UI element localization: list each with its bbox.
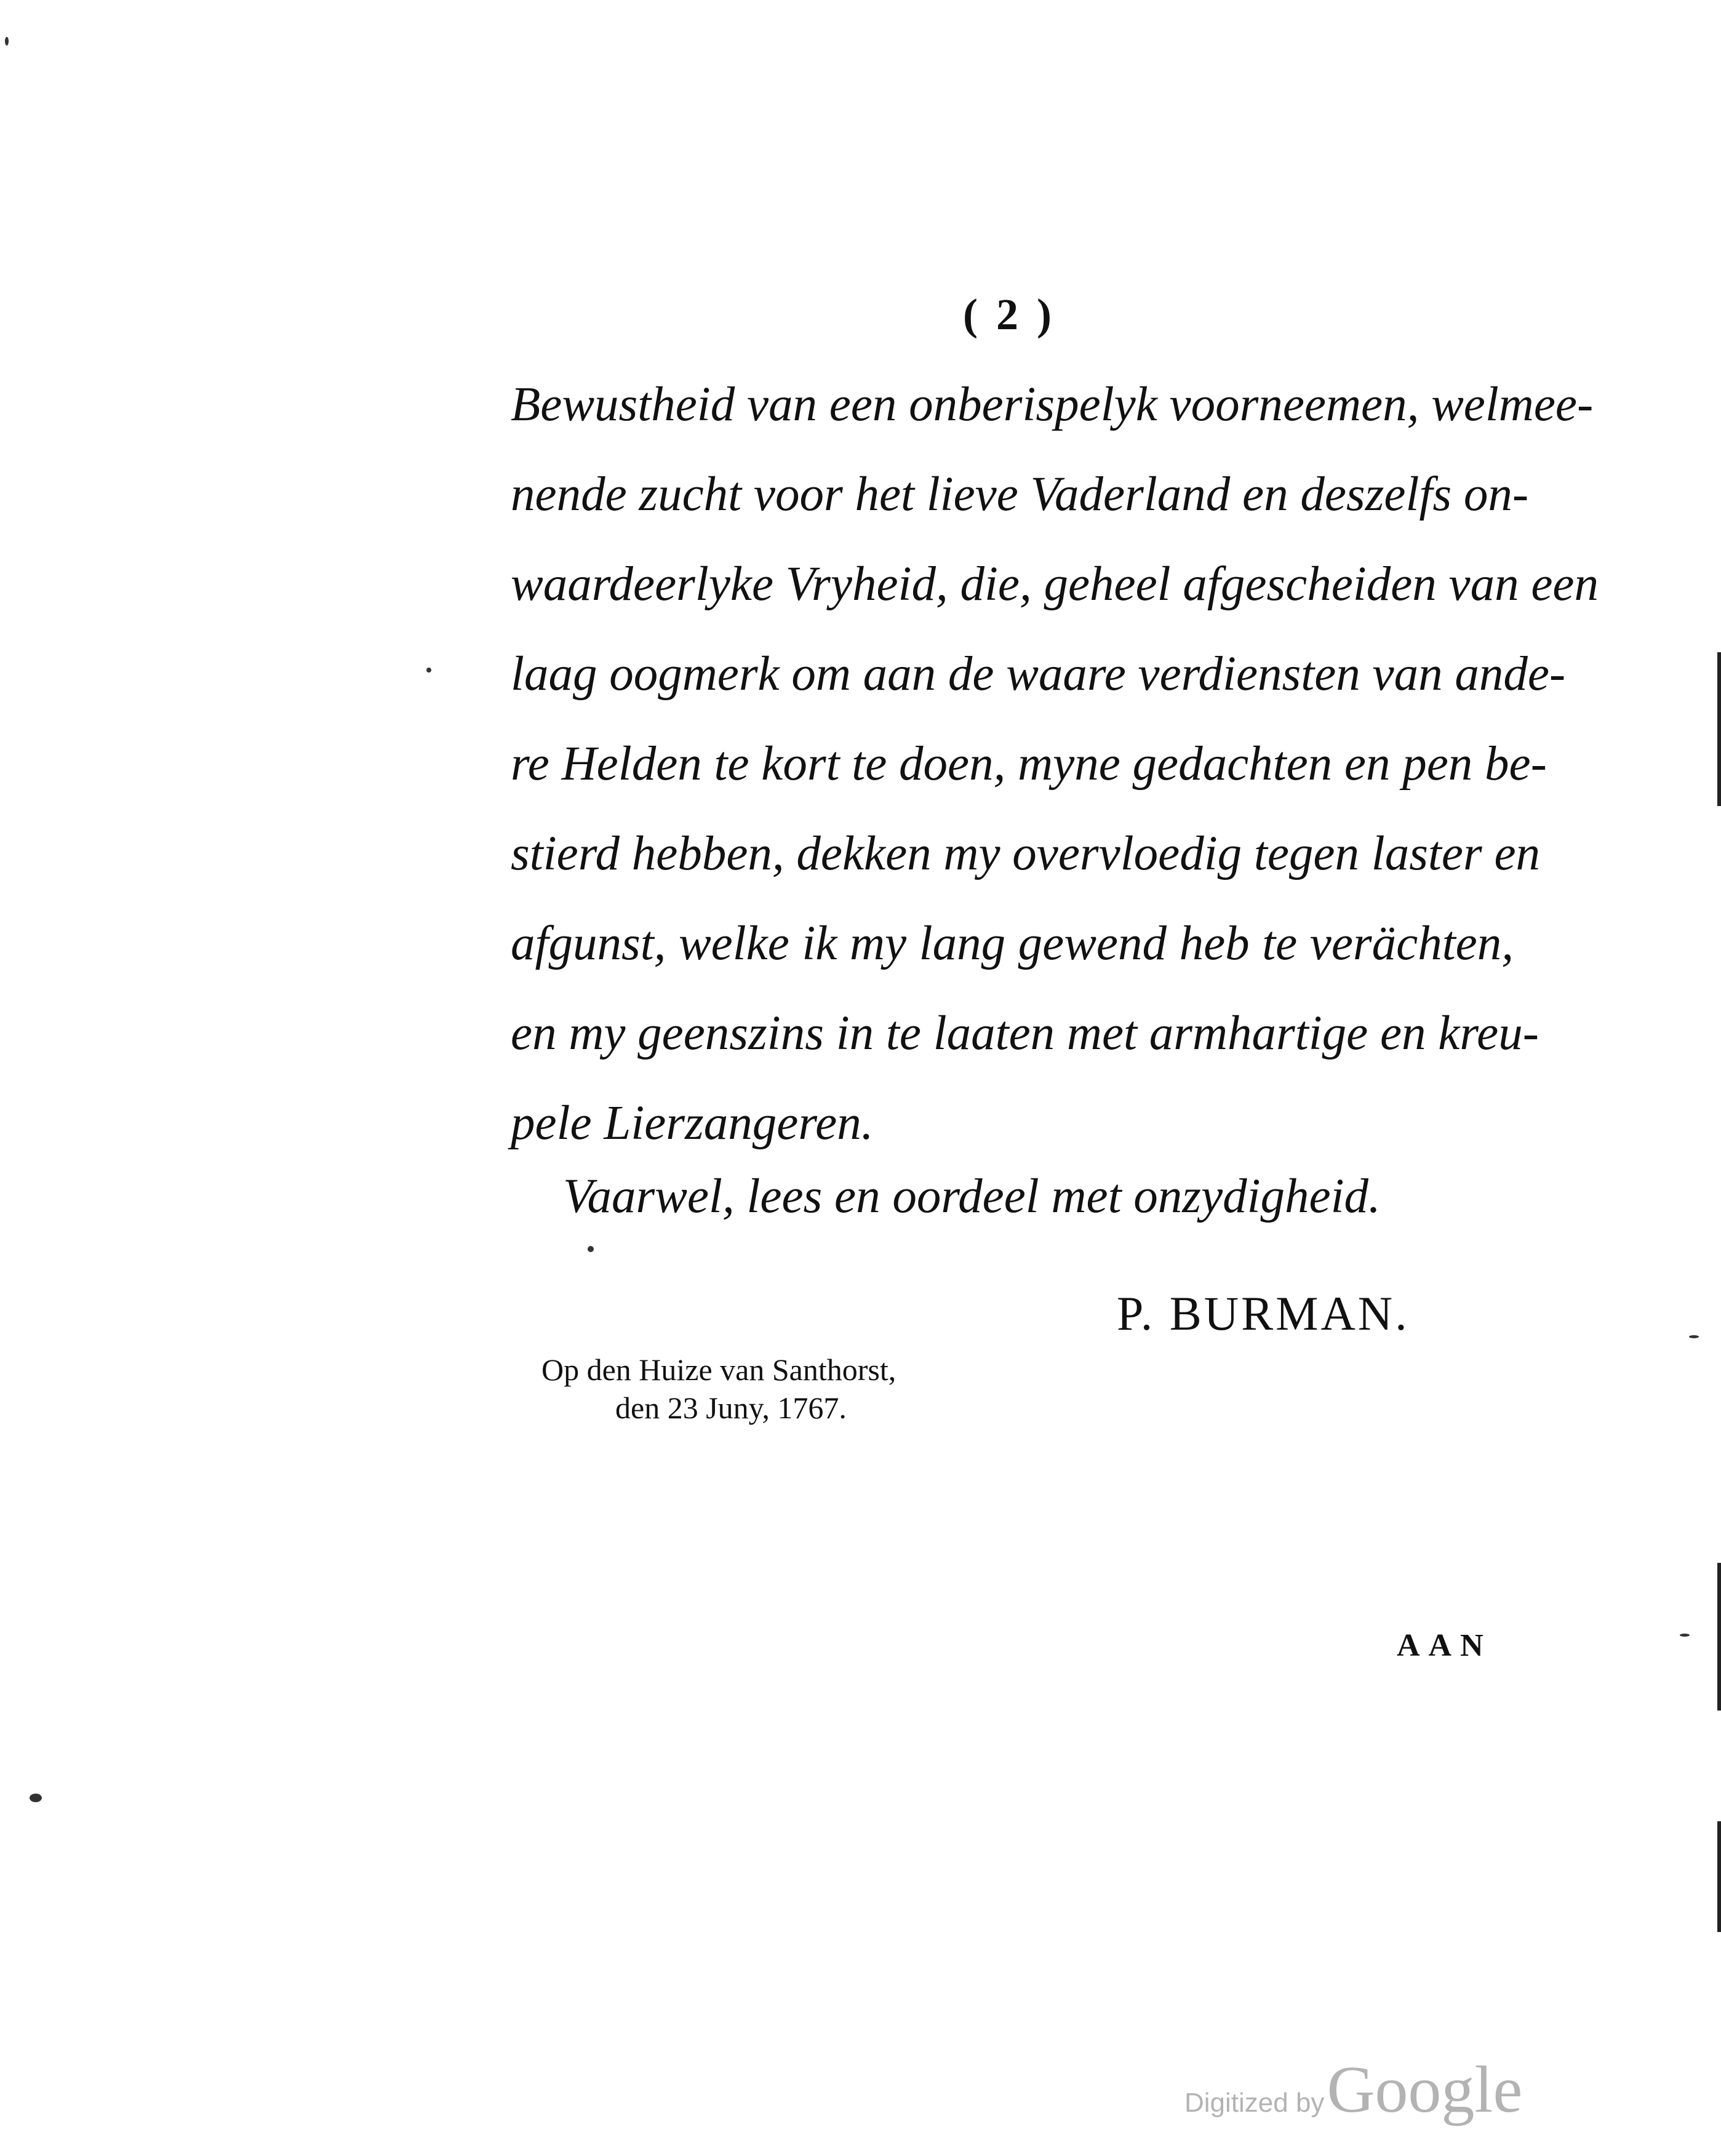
scan-speck	[5, 37, 9, 46]
body-line-3: waardeerlyke Vryheid, die, geheel afgescheiden van een	[511, 557, 1599, 611]
scan-speck	[30, 1794, 42, 1802]
place-line: Op den Huize van Santhorst,	[541, 1352, 896, 1387]
body-line-5: re Helden te kort te doen, myne gedachten en pen be-	[511, 737, 1547, 791]
body-line-8: en my geenszins in te laaten met armhartige en kreu-	[511, 1007, 1539, 1060]
signature: P. BURMAN.	[1117, 1287, 1410, 1340]
catchword: AAN	[1397, 1628, 1492, 1663]
body-line-4: laag oogmerk om aan de waare verdiensten van ande-	[511, 647, 1566, 701]
scan-edge-shadow	[1717, 1563, 1721, 1711]
watermark-prefix: Digitized by	[1184, 2088, 1325, 2118]
page-number: ( 2 )	[963, 290, 1055, 339]
digitized-watermark	[1184, 2052, 1522, 2128]
place-date-block	[541, 1351, 896, 1427]
farewell-line: Vaarwel, lees en oordeel met onzydigheid.	[563, 1170, 1381, 1223]
scan-speck	[1680, 1634, 1690, 1637]
body-line-7: afgunst, welke ik my lang gewend heb te verächten,	[511, 917, 1514, 970]
scan-speck	[426, 668, 431, 673]
scan-edge-shadow	[1717, 1821, 1721, 1932]
date-line: den 23 Juny, 1767.	[615, 1391, 847, 1425]
body-line-1: Bewustheid van een onberispelyk voorneemen, welmee-	[511, 378, 1594, 431]
body-paragraph	[511, 360, 1599, 1168]
scan-speck	[588, 1246, 594, 1252]
body-line-6: stierd hebben, dekken my overvloedig tegen laster en	[511, 827, 1541, 880]
watermark-brand: Google	[1327, 2053, 1523, 2126]
body-line-9: pele Lierzangeren.	[511, 1096, 874, 1150]
body-line-2: nende zucht voor het lieve Vaderland en deszelfs on-	[511, 468, 1529, 521]
scan-speck	[1689, 1335, 1699, 1338]
scan-edge-shadow	[1717, 652, 1721, 806]
